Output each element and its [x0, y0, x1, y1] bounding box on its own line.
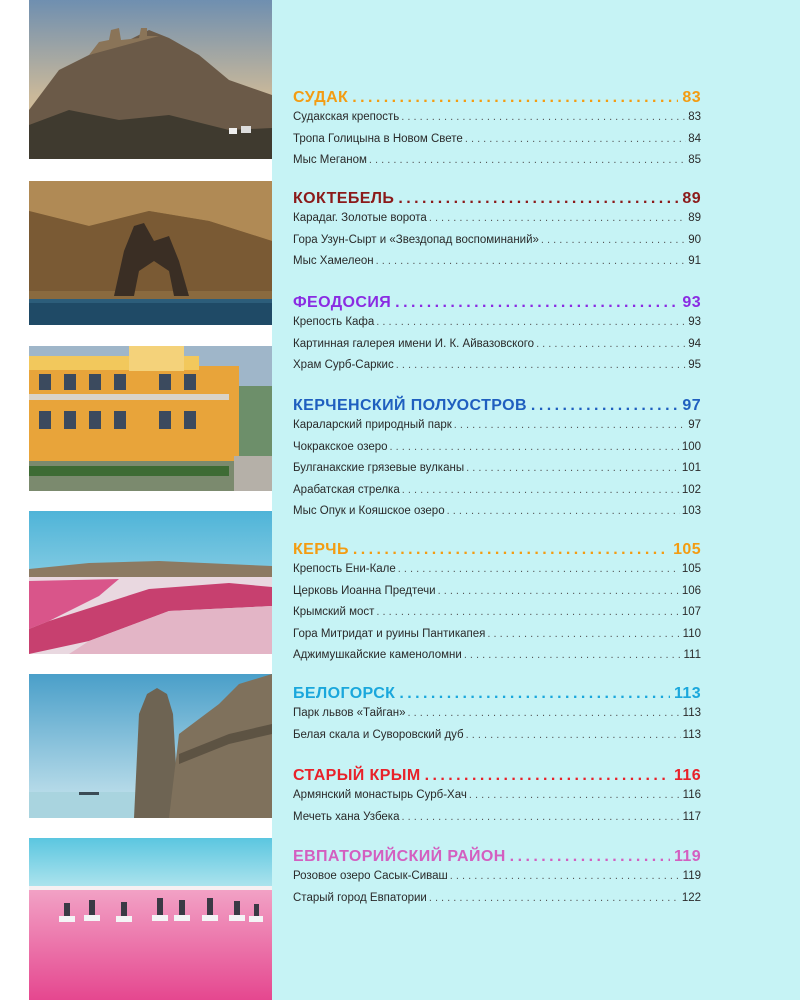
section-heading[interactable] — [293, 397, 701, 419]
toc-entry[interactable] — [293, 628, 701, 650]
entry-page-number: 116 — [682, 789, 701, 801]
entry-page-number: 117 — [682, 810, 701, 823]
toc-section-belogorsk[interactable] — [293, 685, 701, 750]
section-page-number: 89 — [682, 190, 701, 207]
toc-entry[interactable] — [293, 585, 701, 607]
dot-leader — [396, 359, 686, 371]
section-page-number: 119 — [673, 848, 701, 865]
dot-leader — [469, 789, 681, 801]
toc-entry[interactable] — [293, 789, 701, 811]
entry-title: Гора Митридат и руины Пантикапея — [293, 627, 486, 640]
entry-page-number: 90 — [688, 233, 701, 246]
entry-title: Крепость Кафа — [293, 316, 375, 328]
section-title: СУДАК — [293, 89, 349, 106]
entry-title: Карадаг. Золотые ворота — [293, 212, 427, 224]
section-page-number: 97 — [682, 397, 701, 414]
toc-entry[interactable] — [293, 811, 701, 833]
entry-title: Чокракское озеро — [293, 440, 388, 453]
entry-title: Мыс Меганом — [293, 154, 367, 166]
section-title: ФЕОДОСИЯ — [293, 294, 392, 311]
section-heading[interactable] — [293, 541, 701, 563]
dot-leader — [369, 154, 686, 166]
toc-section-koktebel[interactable] — [293, 190, 701, 277]
section-page-number: 116 — [673, 767, 701, 784]
dot-leader — [376, 255, 687, 267]
dot-leader — [536, 338, 686, 350]
entry-page-number: 122 — [681, 891, 701, 904]
dot-leader — [425, 767, 670, 785]
photo-yeni-kale-tower — [29, 674, 272, 818]
entry-title: Крымский мост — [293, 606, 375, 618]
dot-leader — [401, 111, 686, 123]
entry-title: Арабатская стрелка — [293, 483, 400, 496]
toc-entry[interactable] — [293, 419, 701, 441]
section-page-number: 113 — [673, 685, 701, 702]
toc-entry[interactable] — [293, 338, 701, 360]
section-title: КЕРЧЬ — [293, 541, 349, 558]
toc-entry[interactable] — [293, 892, 701, 914]
photo-pink-salt-lake — [29, 511, 272, 654]
toc-section-stary-krym[interactable] — [293, 767, 701, 832]
entry-page-number: 97 — [688, 419, 701, 431]
dot-leader — [510, 848, 670, 866]
dot-leader — [395, 294, 678, 312]
toc-section-feodosia[interactable] — [293, 294, 701, 381]
entry-title: Храм Сурб-Саркис — [293, 359, 394, 371]
dot-leader — [376, 606, 679, 618]
section-heading[interactable] — [293, 848, 701, 870]
toc-entry[interactable] — [293, 234, 701, 256]
dot-leader — [466, 729, 681, 741]
entry-page-number: 111 — [683, 649, 701, 661]
entry-page-number: 113 — [682, 728, 701, 741]
section-heading[interactable] — [293, 767, 701, 789]
dot-leader — [438, 585, 680, 597]
toc-section-kerch[interactable] — [293, 541, 701, 671]
dot-leader — [407, 707, 680, 719]
toc-entry[interactable] — [293, 606, 701, 628]
dot-leader — [399, 685, 670, 703]
entry-title: Гора Узун-Сырт и «Звездопад воспоминаний» — [293, 233, 539, 246]
dot-leader — [447, 505, 680, 517]
toc-entry[interactable] — [293, 484, 701, 506]
entry-title: Судакская крепость — [293, 111, 400, 123]
entry-page-number: 94 — [688, 337, 701, 350]
entry-page-number: 107 — [681, 606, 701, 618]
section-title: СТАРЫЙ КРЫМ — [293, 767, 421, 784]
toc-entry[interactable] — [293, 729, 701, 751]
entry-title: Армянский монастырь Сурб-Хач — [293, 789, 467, 801]
toc-section-kerch-peninsula[interactable] — [293, 397, 701, 527]
dot-leader — [390, 441, 680, 453]
toc-entry[interactable] — [293, 212, 701, 234]
section-title: БЕЛОГОРСК — [293, 685, 396, 702]
section-title: ЕВПАТОРИЙСКИЙ РАЙОН — [293, 848, 506, 865]
dot-leader — [401, 811, 680, 823]
entry-title: Мыс Хамелеон — [293, 255, 374, 267]
entry-page-number: 119 — [682, 870, 701, 882]
section-heading[interactable] — [293, 89, 701, 111]
toc-section-sudak[interactable] — [293, 89, 701, 176]
entry-page-number: 89 — [688, 212, 701, 224]
toc-entry[interactable] — [293, 111, 701, 133]
dot-leader — [352, 89, 678, 107]
entry-page-number: 93 — [688, 316, 701, 328]
dot-leader — [398, 190, 678, 208]
toc-entry[interactable] — [293, 154, 701, 176]
entry-page-number: 100 — [681, 440, 701, 453]
toc-entry[interactable] — [293, 359, 701, 381]
entry-page-number: 113 — [682, 707, 701, 719]
entry-page-number: 102 — [681, 483, 701, 496]
section-heading[interactable] — [293, 190, 701, 212]
entry-page-number: 110 — [682, 627, 701, 640]
dot-leader — [398, 563, 680, 575]
toc-section-evpatoria[interactable] — [293, 848, 701, 913]
dot-leader — [429, 212, 686, 224]
entry-title: Булганакские грязевые вулканы — [293, 462, 465, 474]
entry-title: Парк львов «Тайган» — [293, 707, 406, 719]
photo-karadag-golden-gate — [29, 181, 272, 325]
photo-sasyk-sivash-lake — [29, 838, 272, 1000]
dot-leader — [464, 649, 682, 661]
dot-leader — [454, 419, 686, 431]
entry-title: Аджимушкайские каменоломни — [293, 649, 462, 661]
toc-entry[interactable] — [293, 707, 701, 729]
dot-leader — [402, 484, 680, 496]
entry-title: Караларский природный парк — [293, 419, 452, 431]
dot-leader — [487, 628, 680, 640]
toc-entry[interactable] — [293, 649, 701, 671]
section-heading[interactable] — [293, 294, 701, 316]
entry-page-number: 85 — [688, 154, 701, 166]
entry-page-number: 83 — [688, 111, 701, 123]
photo-sudak-fortress — [29, 0, 272, 159]
toc-entry[interactable] — [293, 563, 701, 585]
toc-entry[interactable] — [293, 870, 701, 892]
dot-leader — [541, 234, 686, 246]
photo-aivazovsky-gallery — [29, 346, 272, 491]
entry-title: Крепость Ени-Кале — [293, 563, 396, 575]
entry-page-number: 101 — [681, 462, 701, 474]
entry-page-number: 84 — [688, 132, 701, 145]
toc-entry[interactable] — [293, 133, 701, 155]
entry-title: Белая скала и Суворовский дуб — [293, 728, 464, 741]
entry-page-number: 106 — [681, 584, 701, 597]
toc-entry[interactable] — [293, 316, 701, 338]
entry-title: Тропа Голицына в Новом Свете — [293, 132, 463, 145]
dot-leader — [450, 870, 681, 882]
entry-page-number: 103 — [681, 505, 701, 517]
entry-page-number: 105 — [681, 563, 701, 575]
dot-leader — [466, 462, 680, 474]
toc-entry[interactable] — [293, 441, 701, 463]
toc-entry[interactable] — [293, 505, 701, 527]
entry-title: Розовое озеро Сасык-Сиваш — [293, 870, 448, 882]
dot-leader — [429, 892, 680, 904]
entry-title: Мыс Опук и Кояшское озеро — [293, 505, 445, 517]
entry-page-number: 95 — [688, 359, 701, 371]
dot-leader — [465, 133, 686, 145]
section-page-number: 83 — [682, 89, 701, 106]
dot-leader — [531, 397, 678, 415]
dot-leader — [353, 541, 669, 559]
entry-page-number: 91 — [688, 255, 701, 267]
entry-title: Старый город Евпатории — [293, 891, 427, 904]
entry-title: Мечеть хана Узбека — [293, 810, 400, 823]
section-heading[interactable] — [293, 685, 701, 707]
section-page-number: 93 — [682, 294, 701, 311]
section-title: КЕРЧЕНСКИЙ ПОЛУОСТРОВ — [293, 397, 527, 414]
section-title: КОКТЕБЕЛЬ — [293, 190, 395, 207]
entry-title: Картинная галерея имени И. К. Айвазовского — [293, 337, 535, 350]
entry-title: Церковь Иоанна Предтечи — [293, 584, 436, 597]
toc-entry[interactable] — [293, 255, 701, 277]
dot-leader — [376, 316, 686, 328]
section-page-number: 105 — [673, 541, 701, 558]
toc-entry[interactable] — [293, 462, 701, 484]
